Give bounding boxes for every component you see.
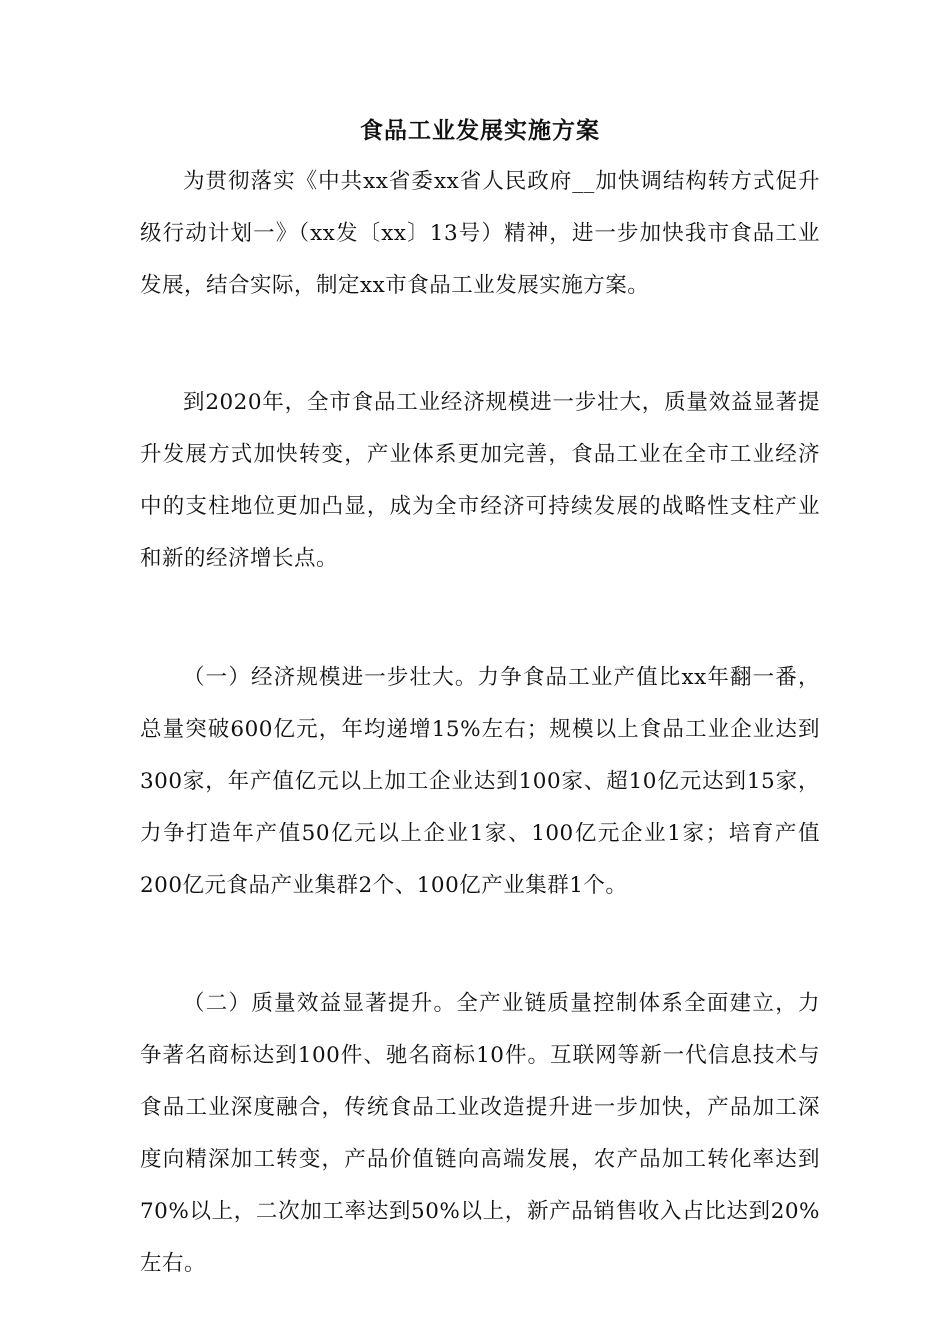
document-page bbox=[140, 108, 820, 1290]
economic-scale-paragraph: （一）经济规模进一步壮大。力争食品工业产值比xx年翻一番，总量突破600亿元，年均递增15%左右；规模以上食品工业企业达到300家，年产值亿元以上加工企业达到100家、超10亿元达到15家，力争打造年产值50亿元以上企业1家、100亿元企业1家；培育产值200亿元食品产业集群2个、100亿产业集群1个。 bbox=[140, 665, 820, 898]
document-title: 食品工业发展实施方案 bbox=[360, 117, 600, 144]
quality-benefit-paragraph: （二）质量效益显著提升。全产业链质量控制体系全面建立，力争著名商标达到100件、驰名商标10件。互联网等新一代信息技术与食品工业深度融合，传统食品工业改造提升进一步加快，产品加工深度向精深加工转变，产品价值链向高端发展，农产品加工转化率达到70%以上，二次加工率达到50%以上，新产品销售收入占比达到20%左右。 bbox=[140, 991, 820, 1276]
goal-paragraph: 到2020年，全市食品工业经济规模进一步壮大，质量效益显著提升发展方式加快转变，产业体系更加完善，食品工业在全市工业经济中的支柱地位更加凸显，成为全市经济可持续发展的战略性支柱产业和新的经济增长点。 bbox=[140, 390, 820, 571]
paragraph-spacer bbox=[140, 585, 820, 652]
intro-paragraph: 为贯彻落实《中共xx省委xx省人民政府__加快调结构转方式促升级行动计划一》（xx发〔xx〕13号）精神，进一步加快我市食品工业发展，结合实际，制定xx市食品工业发展实施方案。 bbox=[140, 169, 820, 298]
paragraph-spacer bbox=[140, 312, 820, 377]
paragraph-spacer bbox=[140, 912, 820, 978]
